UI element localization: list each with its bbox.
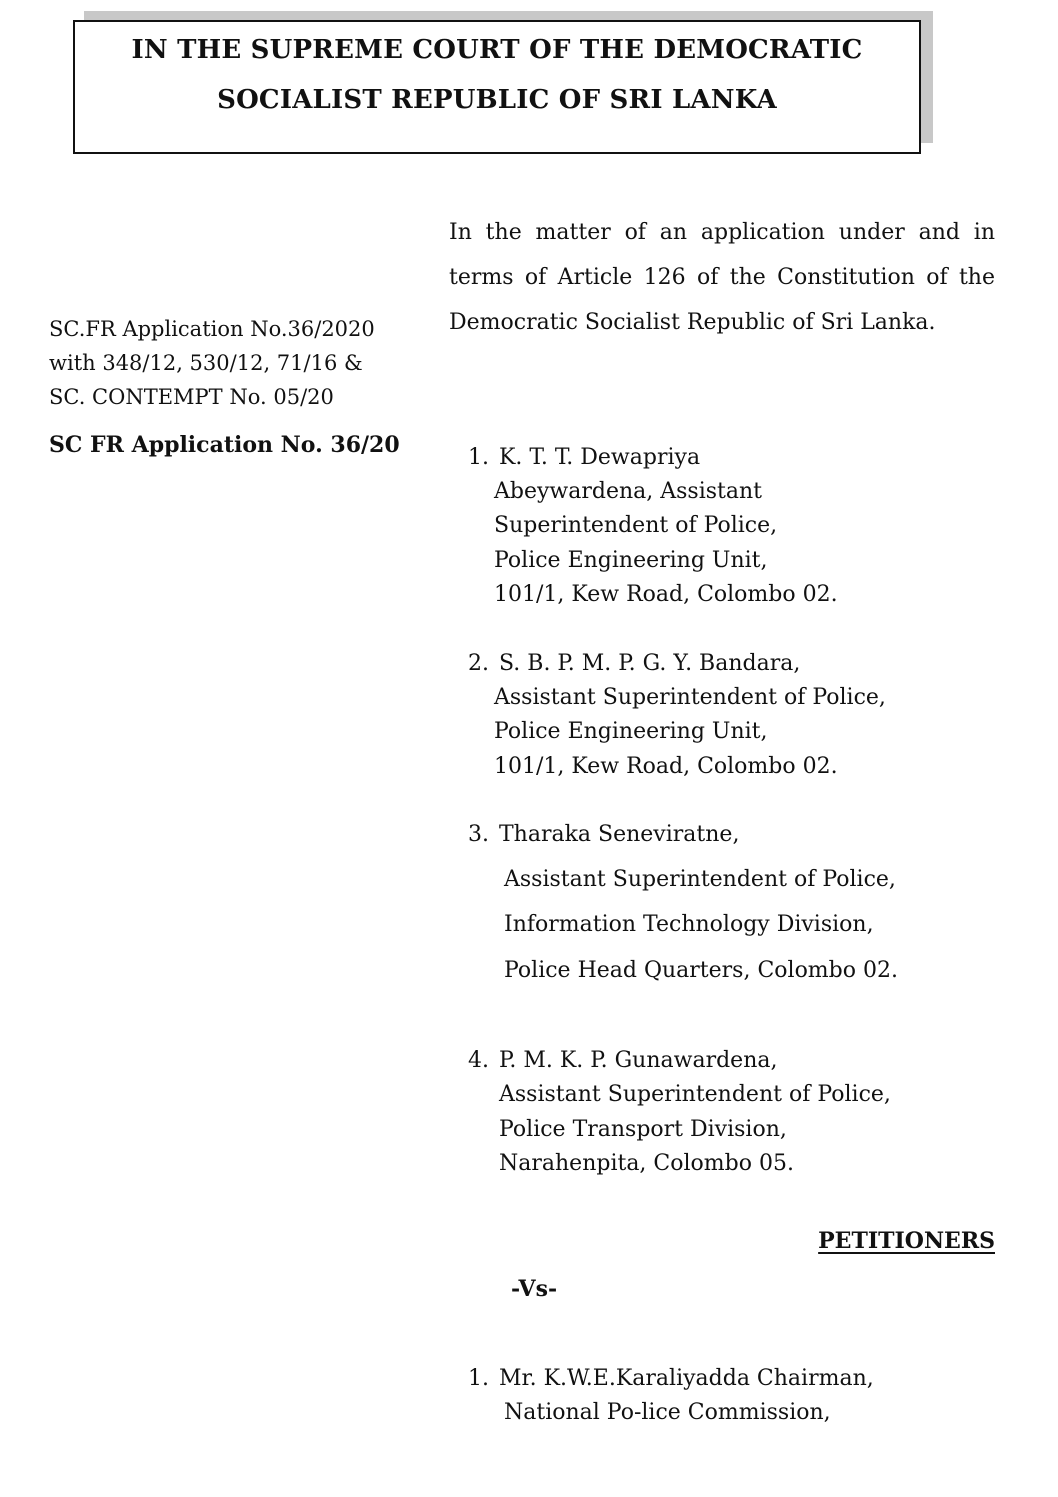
intro-line-2: terms of Article 126 of the Constitution of the [449,265,995,290]
intro-line-3: Democratic Socialist Republic of Sri Lanka. [449,310,936,335]
petitioner-2-line-2: Assistant Superintendent of Police, [494,685,886,710]
petitioners-label: PETITIONERS [818,1228,995,1254]
case-reference-line-1: SC.FR Application No.36/2020 [49,317,375,341]
respondent-1-line-2: National Po-lice Commission, [504,1400,831,1425]
petitioner-3-line-1: Tharaka Seneviratne, [499,822,740,847]
petitioner-1-line-1: K. T. T. Dewapriya [499,445,701,470]
petitioner-2-line-3: Police Engineering Unit, [494,719,768,744]
petitioner-4-line-1: P. M. K. P. Gunawardena, [499,1048,778,1073]
intro-line-1: In the matter of an application under and in [449,220,995,245]
case-reference-line-2: with 348/12, 530/12, 71/16 & [49,351,363,375]
respondent-1-number: 1. [468,1366,489,1391]
petitioner-2-line-4: 101/1, Kew Road, Colombo 02. [494,754,838,779]
versus-label: -Vs- [511,1276,558,1302]
petitioner-2-line-1: S. B. P. M. P. G. Y. Bandara, [499,651,801,676]
petitioner-3-line-3: Information Technology Division, [504,912,874,937]
matter-intro-paragraph [449,210,995,345]
petitioner-3-line-4: Police Head Quarters, Colombo 02. [504,958,898,983]
petitioner-2-number: 2. [468,651,489,676]
case-heading: SC FR Application No. 36/20 [49,432,400,458]
petitioner-4-line-3: Police Transport Division, [499,1117,787,1142]
case-reference-line-3: SC. CONTEMPT No. 05/20 [49,385,334,409]
court-title-line-1: IN THE SUPREME COURT OF THE DEMOCRATIC [131,35,863,65]
respondent-1-line-1: Mr. K.W.E.Karaliyadda Chairman, [499,1366,874,1391]
petitioner-4-line-4: Narahenpita, Colombo 05. [499,1151,794,1176]
court-header-box [73,20,921,154]
court-title-line-2: SOCIALIST REPUBLIC OF SRI LANKA [217,85,777,115]
petitioner-1-line-3: Superintendent of Police, [494,513,778,538]
petitioner-4-line-2: Assistant Superintendent of Police, [499,1082,891,1107]
petitioner-4-number: 4. [468,1048,489,1073]
petitioner-1-number: 1. [468,445,489,470]
petitioner-1-line-2: Abeywardena, Assistant [494,479,763,504]
petitioner-1-line-5: 101/1, Kew Road, Colombo 02. [494,582,838,607]
petitioner-3-number: 3. [468,822,489,847]
petitioner-1-line-4: Police Engineering Unit, [494,548,768,573]
petitioner-3-line-2: Assistant Superintendent of Police, [504,867,896,892]
